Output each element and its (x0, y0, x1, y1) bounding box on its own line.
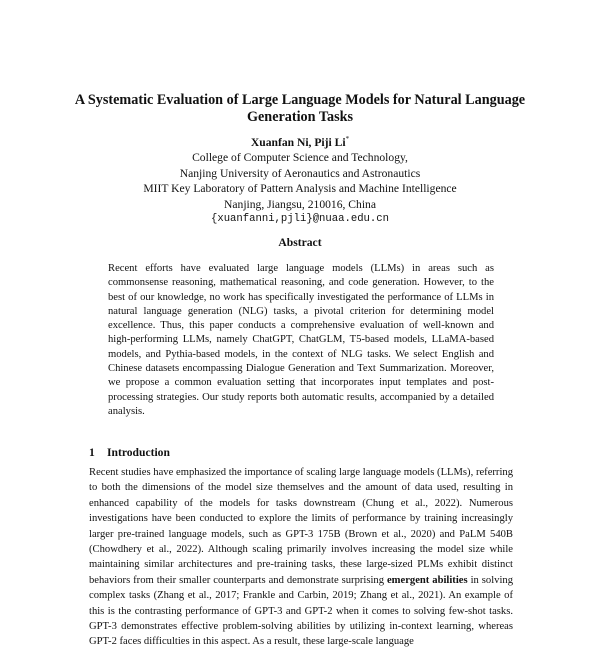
affiliation-line-1: College of Computer Science and Technology, (192, 151, 408, 165)
section-number: 1 (89, 446, 95, 459)
section-heading-introduction (89, 446, 170, 460)
affiliation-line-4: Nanjing, Jiangsu, 210016, China (224, 197, 376, 211)
author-names: Xuanfan Ni, Piji Li (250, 135, 346, 149)
author-block (60, 132, 540, 228)
affiliation-line-2: Nanjing University of Aeronautics and Astronautics (179, 166, 421, 180)
introduction-text-part-2: in solving complex tasks (Zhang et al., 2017; Frankle and Carbin, 2019; Zhang et al., 2021). An example of this is the contrasting performance of GPT-3 and GPT-2 when it comes to solving few-shot tasks. GPT-3 demonstrates effective problem-solving abilities by utilizing in-context learning, whereas GPT-2 faces difficulties in this aspect. As a result, these large-scale language (89, 574, 513, 648)
introduction-text-part-1: Recent studies have emphasized the importance of scaling large language models (LLMs), referring to both the dimensions of the model size themselves and the amount of data used, resulting in enhanced capability of the models for tasks downstream (Chung et al., 2022). Numerous investigations have been conducted to explore the limits of performance by training increasingly larger pre-trained language models, such as GPT-3 175B (Brown et al., 2020) and PaLM 540B (Chowdhery et al., 2022). Although scaling primarily involves increasing the model size while maintaining similar architectures and pre-training tasks, these large-sized PLMs exhibit distinct behaviors from their smaller counterparts and demonstrate surprising (89, 467, 513, 586)
corresponding-author-mark: * (345, 135, 350, 143)
abstract-heading: Abstract (278, 236, 322, 249)
author-line (60, 132, 540, 150)
introduction-emphasis: emergent abilities (386, 574, 468, 586)
abstract-text: Recent efforts have evaluated large language models (LLMs) in areas such as commonsense reasoning, mathematical reasoning, and code generation. However, to the best of our knowledge, no work has specifically investigated the performance of LLMs in natural language generation (NLG) tasks, a pivotal criterion for determining model excellence. Thus, this paper conducts a comprehensive evaluation of well-known and high-performing LLMs, namely ChatGPT, ChatGLM, T5-based models, LLaMA-based models, and Pythia-based models, in the context of NLG tasks. We select English and Chinese datasets encompassing Dialogue Generation and Text Summarization. Moreover, we propose a common evaluation setting that incorporates input templates and post-processing strategies. Our study reports both automatic results, accompanied by a detailed analysis. (108, 263, 494, 417)
affiliation-line-3: MIIT Key Laboratory of Pattern Analysis and Machine Intelligence (143, 182, 457, 196)
paper-title: A Systematic Evaluation of Large Language Models for Natural Language Generation Tasks (74, 92, 526, 125)
author-email: {xuanfanni,pjli}@nuaa.edu.cn (210, 213, 389, 226)
section-title: Introduction (107, 446, 170, 459)
introduction-text (89, 465, 513, 650)
